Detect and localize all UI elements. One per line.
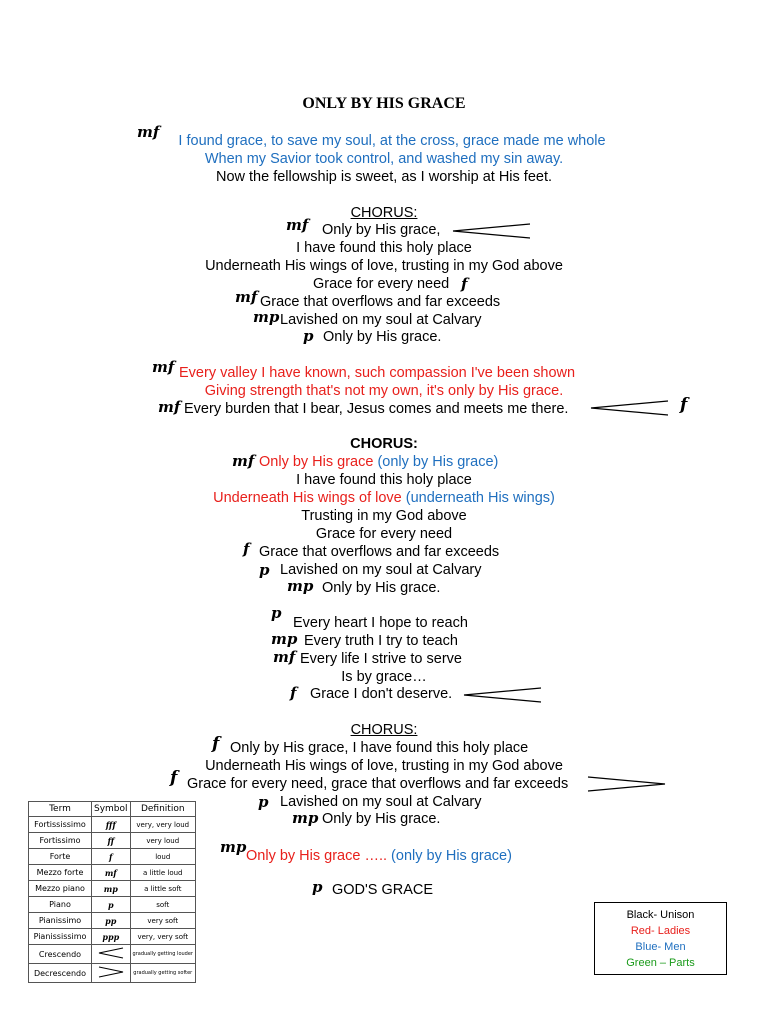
verse2-line2: Giving strength that's not my own, it's only by His grace. — [204, 383, 564, 399]
page-title: ONLY BY HIS GRACE — [302, 95, 466, 112]
legend-symbol: f — [92, 849, 131, 865]
chorus1-line2: I have found this holy place — [296, 240, 472, 256]
legend-header: Term — [29, 802, 92, 817]
chorus1-line3: Underneath His wings of love, trusting in my God above — [205, 258, 563, 274]
crescendo-hairpin — [590, 400, 670, 416]
crescendo-hairpin — [452, 223, 532, 239]
legend-definition: soft — [130, 897, 195, 913]
verse1-line3: Now the fellowship is sweet, as I worship at His feet. — [215, 169, 553, 185]
dynamic-marking: mf — [286, 216, 309, 234]
legend-symbol — [92, 945, 131, 964]
legend-row — [29, 833, 196, 849]
chorus2-line6: Grace that overflows and far exceeds — [259, 544, 500, 560]
legend-definition: very, very soft — [130, 929, 195, 945]
legend-term: Pianissimo — [29, 913, 92, 929]
legend-row — [29, 945, 196, 964]
dynamics-legend-table — [28, 801, 196, 983]
legend-definition: gradually getting louder — [130, 945, 195, 964]
chorus2-line1 — [259, 454, 498, 470]
ending-line1 — [246, 848, 512, 864]
dynamic-marking: f — [290, 684, 297, 702]
dynamic-marking: mf — [158, 398, 181, 416]
ladies-part: Only by His grace ….. — [246, 848, 388, 864]
legend-definition: a little loud — [130, 865, 195, 881]
chorus2-line8: Only by His grace. — [322, 580, 441, 596]
crescendo-symbol-icon — [98, 947, 124, 959]
legend-definition: a little soft — [130, 881, 195, 897]
legend-definition: very soft — [130, 913, 195, 929]
chorus1-line4: Grace for every need — [313, 276, 450, 292]
men-part: (only by His grace) — [391, 848, 512, 864]
legend-header-row — [29, 802, 196, 817]
legend-symbol: pp — [92, 913, 131, 929]
legend-row — [29, 964, 196, 983]
legend-term: Pianississimo — [29, 929, 92, 945]
legend-symbol: mf — [92, 865, 131, 881]
dynamic-marking: p — [258, 793, 269, 811]
chorus2-line7: Lavished on my soul at Calvary — [280, 562, 482, 578]
legend-term: Decrescendo — [29, 964, 92, 983]
dynamic-marking: f — [243, 540, 250, 558]
chorus2-heading: CHORUS: — [350, 436, 418, 452]
chorus2-line5: Grace for every need — [315, 526, 453, 542]
legend-term: Fortississimo — [29, 817, 92, 833]
bridge-line3: Every life I strive to serve — [300, 651, 462, 667]
legend-header: Definition — [130, 802, 195, 817]
dynamic-marking: mf — [273, 648, 296, 666]
legend-symbol — [92, 964, 131, 983]
dynamic-marking: f — [461, 275, 468, 293]
legend-symbol: p — [92, 897, 131, 913]
verse1-line2: When my Savior took control, and washed my sin away. — [204, 151, 564, 167]
key-red: Red- Ladies — [630, 925, 691, 937]
chorus3-line2: Underneath His wings of love, trusting in my God above — [205, 758, 563, 774]
dynamic-marking: mp — [253, 308, 280, 326]
dynamic-marking: mp — [287, 577, 314, 595]
chorus1-line7: Only by His grace. — [323, 329, 442, 345]
decrescendo-hairpin — [587, 776, 667, 792]
chorus1-line6: Lavished on my soul at Calvary — [280, 312, 482, 328]
dynamic-marking: mp — [271, 630, 298, 648]
legend-definition: gradually getting softer — [130, 964, 195, 983]
legend-row — [29, 897, 196, 913]
dynamic-marking: f — [212, 734, 220, 754]
legend-definition: very loud — [130, 833, 195, 849]
legend-definition: loud — [130, 849, 195, 865]
legend-symbol: ff — [92, 833, 131, 849]
color-key-box — [594, 902, 727, 975]
chorus2-line4: Trusting in my God above — [301, 508, 467, 524]
dynamic-marking: p — [271, 604, 282, 622]
legend-term: Crescendo — [29, 945, 92, 964]
dynamic-marking: f — [680, 395, 688, 415]
chorus3-heading: CHORUS: — [350, 722, 418, 738]
chorus1-line1: Only by His grace, — [322, 222, 441, 238]
legend-header: Symbol — [92, 802, 131, 817]
ladies-part: Only by His grace — [259, 454, 374, 470]
legend-term: Forte — [29, 849, 92, 865]
chorus3-line5: Only by His grace. — [322, 811, 441, 827]
ladies-part: Underneath His wings of love — [213, 490, 402, 506]
legend-symbol: fff — [92, 817, 131, 833]
verse2-line3: Every burden that I bear, Jesus comes and meets me there. — [184, 401, 569, 417]
dynamic-marking: mp — [292, 809, 319, 827]
bridge-line5: Grace I don't deserve. — [310, 686, 453, 702]
key-black: Black- Unison — [626, 909, 695, 921]
dynamic-marking: mf — [232, 452, 255, 470]
chorus3-line4: Lavished on my soul at Calvary — [280, 794, 482, 810]
legend-row — [29, 817, 196, 833]
dynamic-marking: p — [259, 561, 270, 579]
legend-row — [29, 913, 196, 929]
dynamic-marking: p — [312, 878, 323, 896]
legend-term: Piano — [29, 897, 92, 913]
decrescendo-symbol-icon — [98, 966, 124, 978]
key-blue: Blue- Men — [635, 941, 686, 953]
legend-row — [29, 865, 196, 881]
crescendo-hairpin — [463, 687, 543, 703]
legend-row — [29, 881, 196, 897]
dynamic-marking: mp — [220, 838, 247, 856]
legend-term: Mezzo forte — [29, 865, 92, 881]
dynamic-marking: f — [170, 768, 178, 788]
bridge-line1: Every heart I hope to reach — [293, 615, 468, 631]
legend-symbol: ppp — [92, 929, 131, 945]
men-part: (underneath His wings) — [405, 490, 555, 506]
verse1-line1: I found grace, to save my soul, at the cross, grace made me whole — [178, 133, 606, 149]
legend-row — [29, 849, 196, 865]
chorus2-line2: I have found this holy place — [296, 472, 472, 488]
chorus1-heading: CHORUS: — [350, 205, 418, 221]
men-part: (only by His grace) — [377, 454, 499, 470]
legend-row — [29, 929, 196, 945]
dynamic-marking: p — [303, 327, 314, 345]
chorus1-line5: Grace that overflows and far exceeds — [260, 294, 501, 310]
dynamic-marking: mf — [152, 358, 175, 376]
chorus3-line3: Grace for every need, grace that overflows and far exceeds — [187, 776, 569, 792]
dynamic-marking: mf — [137, 123, 160, 141]
dynamic-marking: mf — [235, 288, 258, 306]
chorus2-line3 — [0, 490, 768, 506]
legend-definition: very, very loud — [130, 817, 195, 833]
ending-line2: GOD'S GRACE — [332, 882, 434, 898]
chorus3-line1: Only by His grace, I have found this holy place — [230, 740, 529, 756]
bridge-line2: Every truth I try to teach — [304, 633, 458, 649]
legend-term: Fortissimo — [29, 833, 92, 849]
legend-symbol: mp — [92, 881, 131, 897]
key-green: Green – Parts — [626, 957, 695, 969]
legend-term: Mezzo piano — [29, 881, 92, 897]
bridge-line4: Is by grace… — [341, 669, 427, 685]
verse2-line1: Every valley I have known, such compassion I've been shown — [179, 365, 576, 381]
